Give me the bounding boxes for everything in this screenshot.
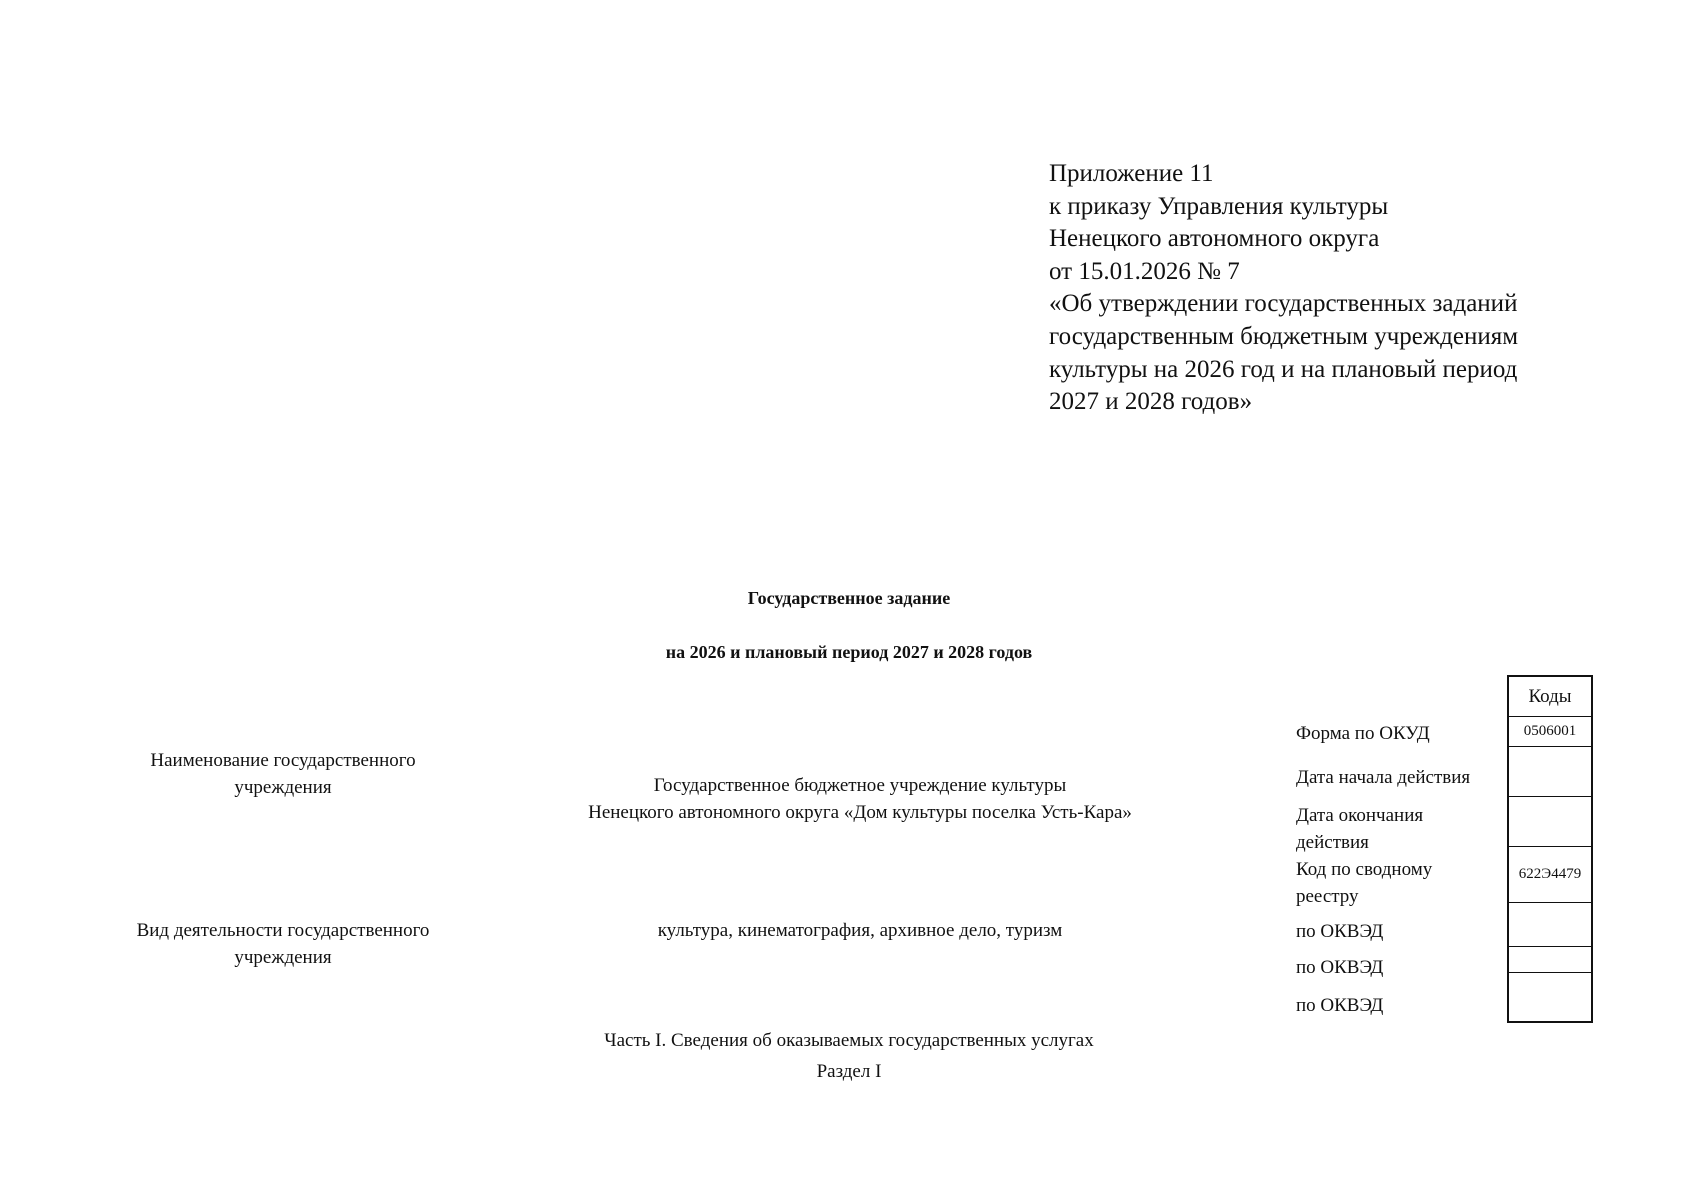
document-title: Государственное задание	[747, 588, 951, 608]
registry-code-label-line: Код по сводному	[1296, 859, 1433, 880]
institution-label-line: учреждения	[234, 777, 332, 798]
start-date-label: Дата начала действия	[1296, 767, 1471, 788]
registry-code-cell: 622Э4479	[1509, 847, 1591, 903]
okved-code-cell	[1509, 947, 1591, 973]
okud-label: Форма по ОКУД	[1296, 723, 1430, 744]
appendix-line: 2027 и 2028 годов»	[1049, 388, 1253, 416]
part-title: Часть I. Сведения об оказываемых государственных услугах	[604, 1030, 1094, 1051]
end-date-label-line: действия	[1296, 832, 1369, 853]
appendix-header	[1049, 158, 1609, 419]
institution-label-line: Наименование государственного	[150, 750, 416, 771]
appendix-line: от 15.01.2026 № 7	[1049, 257, 1240, 285]
okved-label: по ОКВЭД	[1296, 995, 1384, 1016]
okved-label: по ОКВЭД	[1296, 921, 1384, 942]
appendix-line: Приложение 11	[1049, 160, 1214, 187]
appendix-line: культуры на 2026 год и на плановый период	[1049, 355, 1518, 383]
appendix-line: к приказу Управления культуры	[1049, 192, 1389, 220]
activity-label-line: учреждения	[234, 947, 332, 968]
appendix-line: Ненецкого автономного округа	[1049, 225, 1380, 253]
section-title: Раздел I	[816, 1061, 882, 1082]
okved-code-cell	[1509, 973, 1591, 1021]
document-subtitle: на 2026 и плановый период 2027 и 2028 годов	[665, 642, 1033, 662]
start-date-cell	[1509, 747, 1591, 797]
registry-code-label	[1296, 856, 1506, 910]
okud-code-cell: 0506001	[1509, 717, 1591, 747]
okved-label: по ОКВЭД	[1296, 957, 1384, 978]
codes-header: Коды	[1509, 677, 1591, 717]
institution-value-line: Ненецкого автономного округа «Дом культуры поселка Усть-Кара»	[588, 802, 1132, 823]
end-date-label	[1296, 802, 1506, 856]
institution-label	[93, 747, 473, 801]
activity-label	[93, 917, 473, 971]
activity-label-line: Вид деятельности государственного	[136, 920, 430, 941]
codes-table	[1507, 675, 1593, 1023]
okved-code-cell	[1509, 903, 1591, 947]
appendix-line: государственным бюджетным учреждениям	[1049, 322, 1519, 350]
institution-value-line: Государственное бюджетное учреждение культуры	[653, 775, 1067, 796]
appendix-line: «Об утверждении государственных заданий	[1049, 290, 1518, 318]
activity-value: культура, кинематография, архивное дело, туризм	[657, 920, 1063, 941]
end-date-label-line: Дата окончания	[1296, 805, 1424, 826]
end-date-cell	[1509, 797, 1591, 847]
institution-value	[500, 772, 1220, 826]
registry-code-label-line: реестру	[1296, 886, 1359, 907]
